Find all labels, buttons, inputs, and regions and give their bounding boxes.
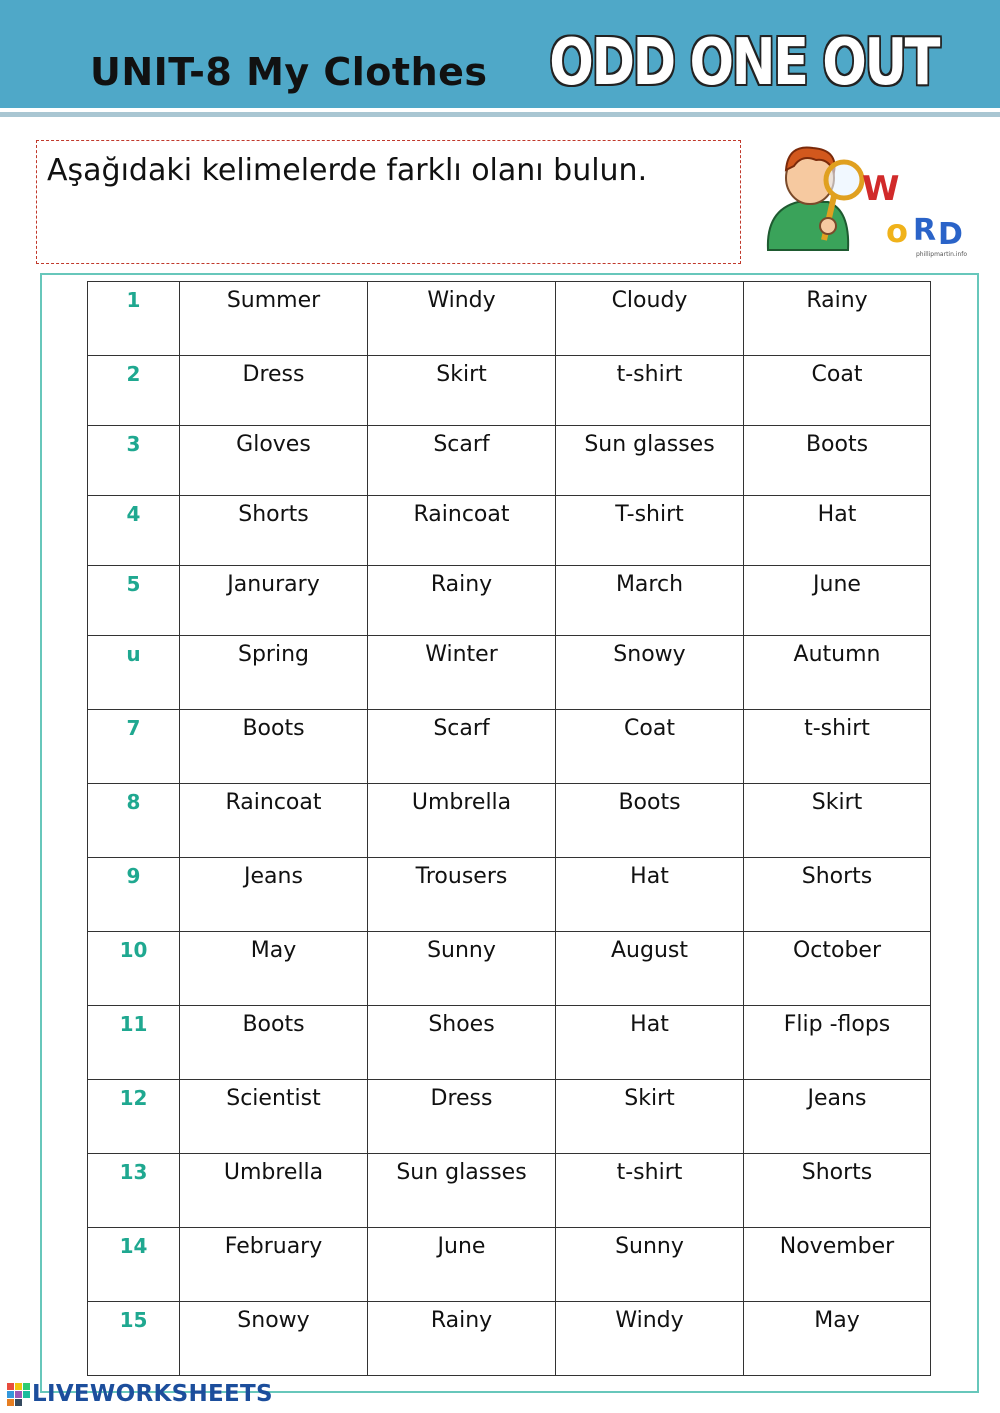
word-label: Rainy [806,288,868,313]
liveworksheets-logo-icon [6,1381,32,1409]
word-cell[interactable] [368,1228,556,1302]
word-cell[interactable] [368,1154,556,1228]
svg-text:o: o [886,212,908,250]
word-cell[interactable] [368,426,556,496]
word-label: Trousers [415,864,508,889]
word-label: Gloves [236,432,311,457]
odd-one-out-table [87,281,931,1376]
word-cell[interactable] [556,1302,744,1376]
word-label: Hat [817,502,857,527]
word-cell[interactable] [744,710,931,784]
word-label: Hat [630,864,669,889]
instruction-text: Aşağıdaki kelimelerde farklı olanı bulun. [47,153,648,188]
row-number-label: 8 [126,790,141,814]
word-label: Windy [615,1308,684,1333]
word-label: Sun glasses [584,432,715,457]
row-number [88,426,180,496]
word-cell[interactable] [556,784,744,858]
row-number [88,636,180,710]
word-label: Winter [425,642,498,667]
word-cell[interactable] [556,426,744,496]
row-number-label: u [126,642,141,666]
word-label: Sunny [427,938,496,963]
word-label: March [615,572,684,597]
table-row [88,932,931,1006]
word-cell[interactable] [556,1228,744,1302]
word-cell[interactable] [556,496,744,566]
word-label: Janurary [227,572,320,597]
row-number-label: 4 [126,502,141,526]
word-label: Skirt [811,790,863,815]
word-cell[interactable] [744,1006,931,1080]
table-row [88,1302,931,1376]
word-cell[interactable] [744,426,931,496]
word-cell[interactable] [744,1302,931,1376]
word-label: Windy [427,288,496,313]
word-label: Skirt [624,1086,675,1111]
word-label: May [250,938,297,963]
instruction-box [36,140,741,264]
row-number-label: 9 [126,864,141,888]
word-label: Summer [226,288,321,313]
row-number-label: 15 [119,1308,148,1332]
word-label: Boots [618,790,681,815]
word-cell[interactable] [556,1006,744,1080]
row-number [88,784,180,858]
word-cell[interactable] [744,1154,931,1228]
row-number [88,1080,180,1154]
svg-text:D: D [938,217,963,252]
word-cell[interactable] [744,356,931,426]
word-cell[interactable] [368,496,556,566]
word-cell[interactable] [744,858,931,932]
word-label: Jeans [807,1086,867,1111]
word-label: Raincoat [225,790,322,815]
word-cell[interactable] [744,496,931,566]
word-label: June [813,572,861,597]
word-label: Scientist [226,1086,321,1111]
boy-with-magnifier-word-icon [758,140,970,262]
word-label: Rainy [430,1308,493,1333]
table-row [88,426,931,496]
table-row [88,858,931,932]
table-row [88,1006,931,1080]
word-cell[interactable] [180,1228,368,1302]
table-row [88,496,931,566]
row-number [88,1006,180,1080]
word-cell[interactable] [368,636,556,710]
word-label: Rainy [430,572,493,597]
row-number-label: 1 [126,288,141,312]
row-number-label: 7 [126,716,141,740]
word-label: Skirt [436,362,487,387]
svg-text:phillipmartin.info: phillipmartin.info [916,251,968,258]
row-number [88,1302,180,1376]
word-cell[interactable] [744,932,931,1006]
word-label: Flip -flops [783,1012,891,1037]
word-cell[interactable] [368,566,556,636]
word-cell[interactable] [180,858,368,932]
word-label: Shoes [428,1012,495,1037]
row-number [88,710,180,784]
row-number-label: 14 [119,1234,148,1258]
footer-brand: LIVEWORKSHEETS [32,1381,273,1407]
word-cell[interactable] [180,932,368,1006]
word-cell[interactable] [180,282,368,356]
word-cell[interactable] [556,566,744,636]
word-cell[interactable] [368,784,556,858]
word-label: Shorts [238,502,309,527]
word-cell[interactable] [180,1154,368,1228]
word-label: August [611,938,688,963]
row-number [88,932,180,1006]
word-label: Cloudy [611,288,688,313]
table-row [88,710,931,784]
word-label: Spring [238,642,309,667]
word-cell[interactable] [368,1006,556,1080]
word-label: Boots [242,716,305,741]
word-label: June [437,1234,486,1259]
word-cell[interactable] [180,636,368,710]
word-label: Coat [811,362,863,387]
word-label: Hat [630,1012,669,1037]
word-cell[interactable] [744,1228,931,1302]
word-cell[interactable] [744,566,931,636]
row-number [88,1228,180,1302]
row-number-label: 2 [126,362,141,386]
word-label: t-shirt [804,716,870,741]
word-cell[interactable] [180,784,368,858]
word-label: t-shirt [616,1160,683,1185]
word-cell[interactable] [556,858,744,932]
unit-title: UNIT-8 My Clothes [90,50,488,94]
word-cell[interactable] [556,636,744,710]
row-number-label: 5 [126,572,141,596]
word-label: Snowy [237,1308,310,1333]
table-row [88,566,931,636]
word-label: Autumn [793,642,881,667]
word-label: Umbrella [411,790,512,815]
word-label: Scarf [433,716,490,741]
word-cell[interactable] [368,356,556,426]
word-cell[interactable] [556,1154,744,1228]
row-number [88,282,180,356]
word-cell[interactable] [744,636,931,710]
word-label: Shorts [801,1160,873,1185]
row-number-label: 12 [119,1086,148,1110]
word-label: October [792,938,882,963]
activity-title: ODD ONE OUT [549,26,938,100]
word-cell[interactable] [744,784,931,858]
word-label: May [814,1308,860,1333]
word-cell[interactable] [368,1302,556,1376]
word-cell[interactable] [180,426,368,496]
row-number [88,356,180,426]
word-cell[interactable] [744,1080,931,1154]
word-label: Raincoat [413,502,510,527]
word-cell[interactable] [180,356,368,426]
word-label: Dress [242,362,305,387]
word-cell[interactable] [556,1080,744,1154]
word-cell[interactable] [556,356,744,426]
word-label: Coat [624,716,675,741]
row-number [88,566,180,636]
table-row [88,1080,931,1154]
word-cell[interactable] [180,710,368,784]
word-cell[interactable] [744,282,931,356]
word-cell[interactable] [180,1302,368,1376]
table-row [88,636,931,710]
word-cell[interactable] [556,282,744,356]
svg-text:R: R [913,213,937,248]
word-cell[interactable] [368,932,556,1006]
table-row [88,1154,931,1228]
word-label: Dress [430,1086,493,1111]
word-cell[interactable] [180,1006,368,1080]
table-row [88,784,931,858]
word-label: Scarf [433,432,490,457]
row-number-label: 11 [119,1012,148,1036]
word-label: Sun glasses [396,1160,527,1185]
word-cell[interactable] [556,710,744,784]
row-number-label: 10 [119,938,148,962]
word-label: November [779,1234,895,1259]
word-label: Jeans [244,864,303,889]
word-label: Umbrella [223,1160,324,1185]
row-number [88,496,180,566]
word-label: T-shirt [615,502,684,527]
word-cell[interactable] [368,1080,556,1154]
row-number [88,858,180,932]
word-label: Boots [242,1012,305,1037]
word-cell[interactable] [368,858,556,932]
word-label: Snowy [613,642,686,667]
word-cell[interactable] [180,1080,368,1154]
word-label: Sunny [615,1234,684,1259]
word-cell[interactable] [556,932,744,1006]
row-number-label: 13 [119,1160,148,1184]
word-label: Boots [805,432,869,457]
word-label: February [224,1234,323,1259]
svg-text:W: W [862,169,900,209]
row-number-label: 3 [126,432,141,456]
row-number [88,1154,180,1228]
table-row [88,1228,931,1302]
word-label: Shorts [801,864,873,889]
word-cell[interactable] [368,710,556,784]
word-cell[interactable] [180,566,368,636]
table-row [88,282,931,356]
header-divider [0,112,1000,117]
word-cell[interactable] [368,282,556,356]
table-row [88,356,931,426]
word-label: t-shirt [616,362,683,387]
word-cell[interactable] [180,496,368,566]
